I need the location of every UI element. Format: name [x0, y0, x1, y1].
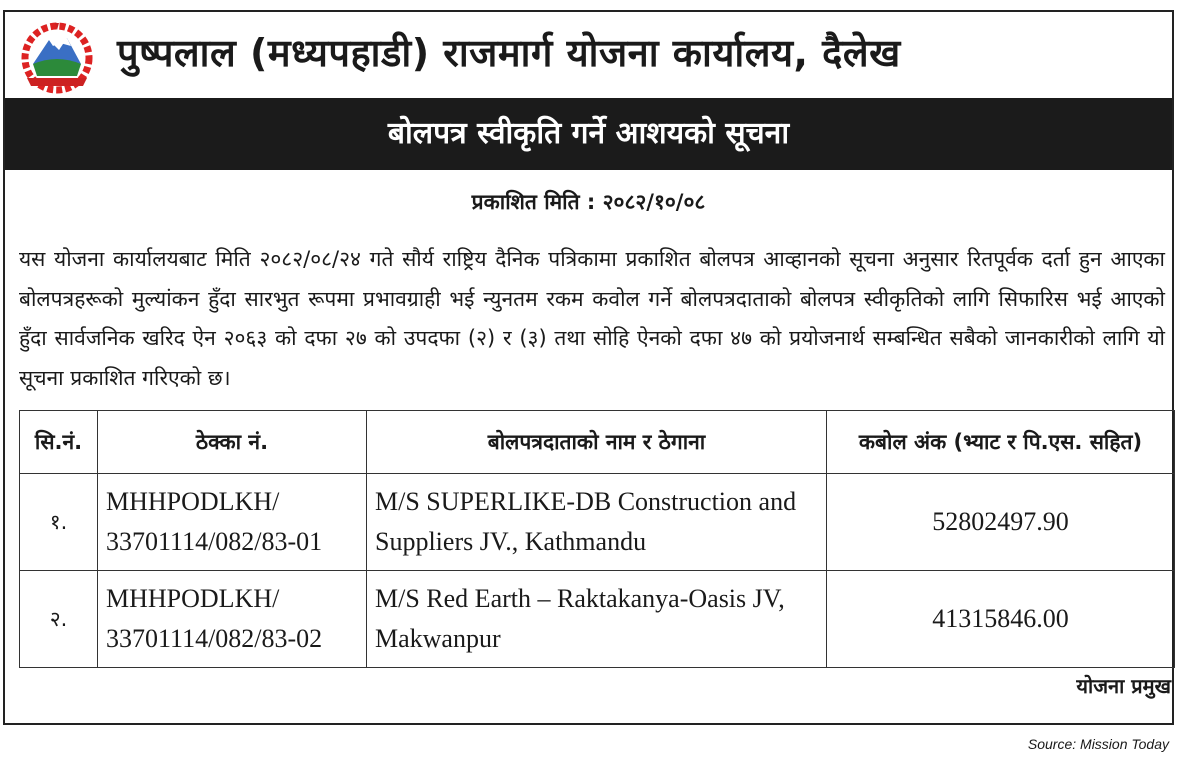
cell-sn: १. — [20, 474, 98, 571]
office-name: पुष्पलाल (मध्यपहाडी) राजमार्ग योजना कार्यालय, दैलेख — [117, 31, 901, 75]
signature: योजना प्रमुख — [1076, 674, 1171, 698]
cell-amount: 52802497.90 — [827, 474, 1175, 571]
col-amount: कबोल अंक (भ्याट र पि.एस. सहित) — [827, 411, 1175, 474]
source-credit: Source: Mission Today — [1027, 736, 1169, 752]
cell-sn: २. — [20, 571, 98, 668]
col-bidder: बोलपत्रदाताको नाम र ठेगाना — [367, 411, 827, 474]
header — [5, 12, 1172, 98]
table-row — [20, 474, 1175, 571]
cell-bidder: M/S Red Earth – Raktakanya-Oasis JV, Makwanpur — [367, 571, 827, 668]
cell-contract: MHHPODLKH/ 33701114/082/83-01 — [98, 474, 367, 571]
table-row — [20, 571, 1175, 668]
bid-table — [19, 410, 1175, 668]
col-contract: ठेक्का नं. — [98, 411, 367, 474]
published-date: प्रकाशित मिति : २०८२/१०/०८ — [471, 190, 706, 214]
notice-body: यस योजना कार्यालयबाट मिति २०८२/०८/२४ गते सौर्य राष्ट्रिय दैनिक पत्रिकामा प्रकाशित बोलपत्र आव्हानको सूचना अनुसार रितपूर्वक दर्ता हुन आएका बोलपत्रहरूको मुल्यांकन हुँदा सारभुत रूपमा प्रभावग्राही भई न्युनतम रकम कवोल गर्ने बोलपत्रदाताको बोलपत्र स्वीकृतिको लागि सिफारिस भई आएको हुँदा सार्वजनिक खरिद ऐन २०६३ को दफा २७ को उपदफा (२) र (३) तथा सोहि ऐनको दफा ४७ को प्रयोजनार्थ सम्बन्धित सबैको जानकारीको लागि यो सूचना प्रकाशित गरिएको छ। — [19, 247, 1165, 390]
cell-amount: 41315846.00 — [827, 571, 1175, 668]
notice-title: बोलपत्र स्वीकृति गर्ने आशयको सूचना — [5, 98, 1172, 170]
table-header-row — [20, 411, 1175, 474]
cell-bidder: M/S SUPERLIKE-DB Construction and Suppliers JV., Kathmandu — [367, 474, 827, 571]
cell-contract: MHHPODLKH/ 33701114/082/83-02 — [98, 571, 367, 668]
col-sn: सि.नं. — [20, 411, 98, 474]
nepal-emblem-logo — [19, 20, 95, 94]
notice-frame — [3, 10, 1174, 725]
